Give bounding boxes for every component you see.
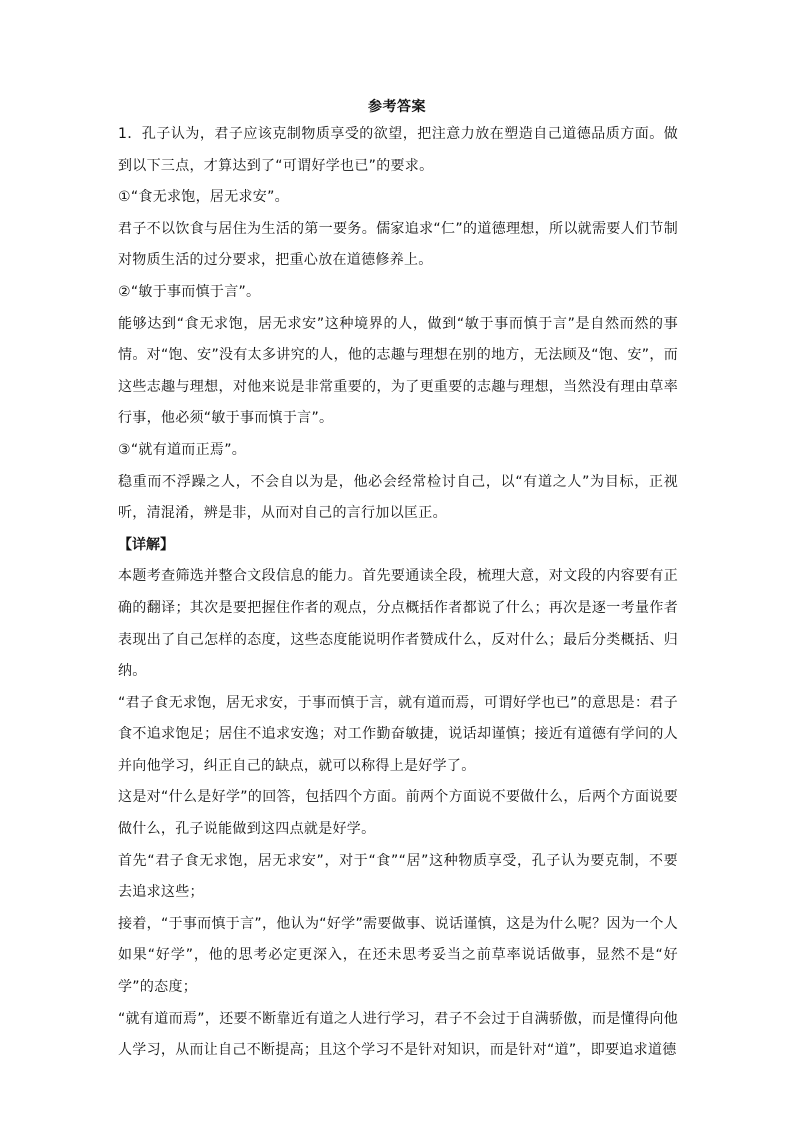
detail-paragraph-2: “君子食无求饱，居无求安，于事而慎于言，就有道而焉，可谓好学也已”的意思是：君子食不追求饱足；居住不追求安逸；对工作勤奋敏捷，说话却谨慎；接近有道德有学问的人并向他学习，纠正自己的缺点，就可以称得上是好学了。 — [118, 694, 678, 774]
detail-section-heading: 【详解】 — [118, 536, 174, 553]
point-2-paragraph: 能够达到“食无求饱，居无求安”这种境界的人，做到“敏于事而慎于言”是自然而然的事情。对“饱、安”没有太多讲究的人，他的志趣与理想在别的地方，无法顾及“饱、安”，而这些志趣与理想，对他来说是非常重要的，为了更重要的志趣与理想，当然没有理由草率行事，他必须“敏于事而慎于言”。 — [118, 315, 678, 427]
detail-paragraph-5: 接着，“于事而慎于言”，他认为“好学”需要做事、说话谨慎，这是为什么呢？因为一个人如果“好学”，他的思考必定更深入，在还未思考妥当之前草率说话做事，显然不是“好学”的态度； — [118, 915, 678, 996]
point-2-heading: ②“敏于事而慎于言”。 — [118, 283, 261, 300]
detail-paragraph-3: 这是对“什么是好学”的回答，包括四个方面。前两个方面说不要做什么，后两个方面说要做什么，孔子说能做到这四点就是好学。 — [118, 789, 678, 838]
detail-paragraph-6: “就有道而焉”，还要不断靠近有道之人进行学习，君子不会过于自满骄傲，而是懂得向他人学习，从而让自己不断提高；且这个学习不是针对知识，而是针对“道”，即要追求道德 — [118, 1010, 678, 1059]
answer-content — [118, 119, 678, 1067]
point-3-paragraph: 稳重而不浮躁之人，不会自以为是，他必会经常检讨自己，以“有道之人”为目标，正视听，清混淆，辨是非，从而对自己的言行加以匡正。 — [118, 473, 678, 522]
detail-paragraph-4: 首先“君子食无求饱，居无求安”，对于“食”“居”这种物质享受，孔子认为要克制，不要去追求这些； — [118, 852, 678, 901]
point-3-heading: ③“就有道而正焉”。 — [118, 441, 247, 458]
point-1-heading: ①“食无求饱，居无求安”。 — [118, 189, 289, 206]
page-title: 参考答案 — [368, 99, 426, 115]
point-1-paragraph: 君子不以饮食与居住为生活的第一要务。儒家追求“仁”的道德理想，所以就需要人们节制对物质生活的过分要求，把重心放在道德修养上。 — [118, 220, 678, 269]
detail-paragraph-1: 本题考查筛选并整合文段信息的能力。首先要通读全段，梳理大意，对文段的内容要有正确的翻译；其次是要把握住作者的观点，分点概括作者都说了什么；再次是逐一考量作者表现出了自己怎样的态度，这些态度能说明作者赞成什么，反对什么；最后分类概括、归纳。 — [118, 568, 678, 680]
answer-paragraph-1: 1．孔子认为，君子应该克制物质享受的欲望，把注意力放在塑造自己道德品质方面。做到以下三点，才算达到了“可谓好学也已”的要求。 — [118, 126, 678, 174]
